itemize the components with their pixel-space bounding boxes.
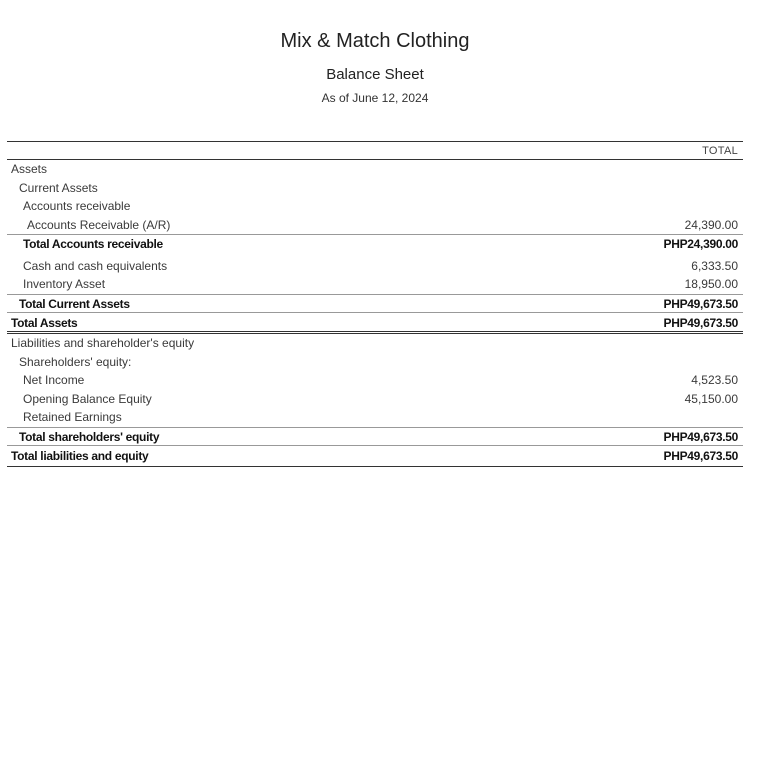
total-row-shareholders-equity (7, 427, 743, 446)
account-label: Retained Earnings (23, 410, 122, 424)
section-label: Assets (11, 162, 48, 176)
balance-sheet-table (7, 141, 743, 467)
company-name: Mix & Match Clothing (280, 30, 470, 52)
account-row-cash[interactable] (7, 257, 743, 276)
account-label: Net Income (23, 373, 85, 387)
group-label: Current Assets (19, 180, 98, 195)
total-row-accounts-receivable (7, 234, 743, 253)
account-amount[interactable]: 6,333.50 (691, 258, 738, 273)
total-amount[interactable]: PHP49,673.50 (663, 316, 738, 330)
account-row-retained-earnings[interactable] (7, 408, 743, 427)
account-amount[interactable]: 4,523.50 (691, 373, 738, 387)
total-row-assets (7, 312, 743, 334)
report-date: As of June 12, 2024 (321, 91, 429, 105)
total-label: Total Accounts receivable (23, 237, 163, 251)
account-row-opening-balance-equity[interactable] (7, 390, 743, 409)
account-row-ar[interactable] (7, 216, 743, 235)
total-amount[interactable]: PHP49,673.50 (663, 296, 738, 311)
account-label: Cash and cash equivalents (23, 258, 168, 273)
account-row-inventory[interactable] (7, 275, 743, 294)
group-label: Accounts receivable (23, 199, 131, 213)
total-row-liabilities-equity (7, 445, 743, 467)
group-label: Shareholders' equity: (19, 354, 132, 369)
column-header-total: TOTAL (702, 145, 738, 157)
total-label: Total liabilities and equity (11, 449, 149, 463)
total-amount[interactable]: PHP49,673.50 (663, 449, 738, 463)
account-label: Opening Balance Equity (23, 391, 152, 406)
account-amount[interactable]: 45,150.00 (684, 391, 738, 406)
group-current-assets (7, 179, 743, 198)
section-assets (7, 160, 743, 179)
total-row-current-assets (7, 294, 743, 313)
total-label: Total Current Assets (19, 296, 130, 311)
report-title: Balance Sheet (326, 66, 424, 83)
account-row-net-income[interactable] (7, 371, 743, 390)
group-shareholders-equity (7, 353, 743, 372)
account-amount[interactable]: 18,950.00 (684, 277, 738, 291)
total-label: Total Assets (11, 316, 78, 330)
section-label: Liabilities and shareholder's equity (11, 336, 195, 350)
account-label: Accounts Receivable (A/R) (27, 217, 171, 232)
total-amount[interactable]: PHP24,390.00 (663, 237, 738, 251)
section-liabilities-equity (7, 334, 743, 353)
account-amount[interactable]: 24,390.00 (684, 217, 738, 232)
total-label: Total shareholders' equity (19, 429, 160, 444)
column-header-row (7, 141, 743, 160)
total-amount[interactable]: PHP49,673.50 (663, 429, 738, 444)
group-accounts-receivable (7, 197, 743, 216)
account-label: Inventory Asset (23, 277, 106, 291)
